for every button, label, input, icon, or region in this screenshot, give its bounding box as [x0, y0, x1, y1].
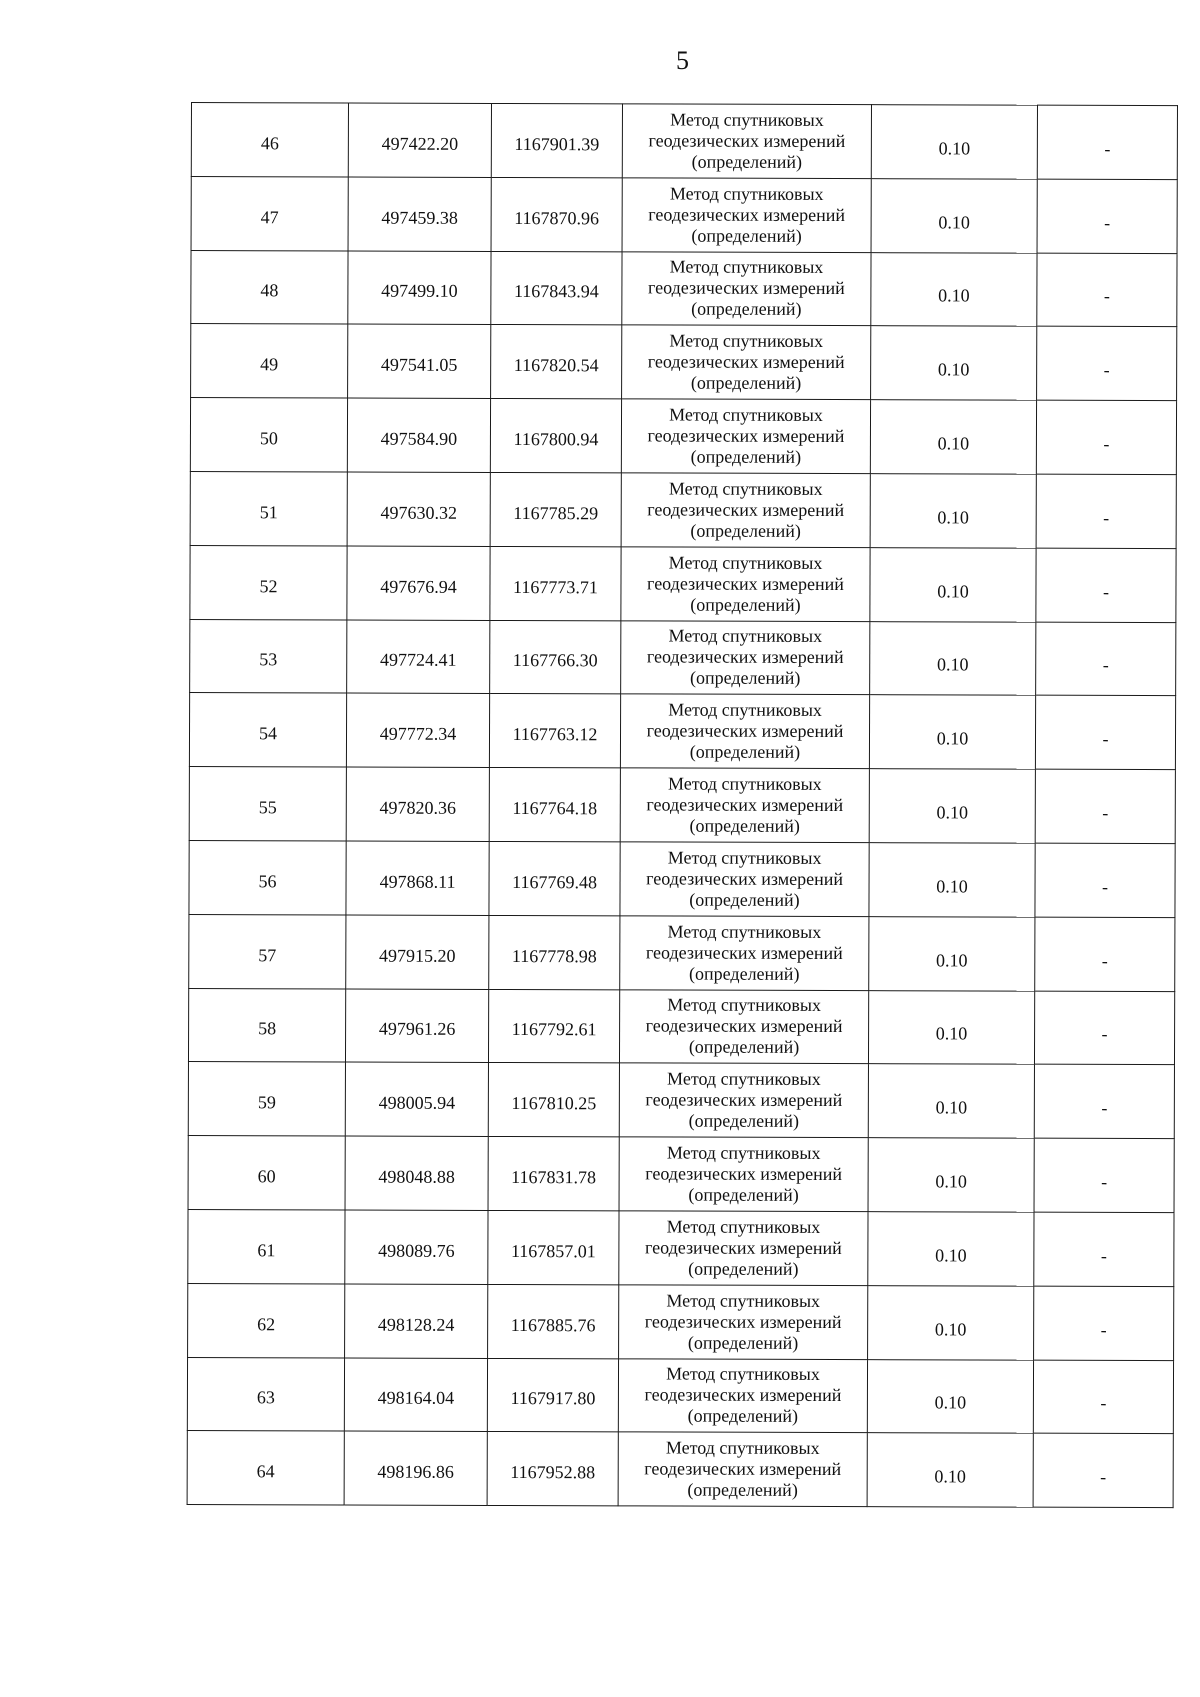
accuracy-cell [869, 843, 1035, 917]
y-coordinate-cell-text: 1167773.71 [513, 576, 598, 597]
x-coordinate-cell-text: 498048.88 [378, 1166, 455, 1187]
note-cell-text: - [1100, 1467, 1107, 1488]
x-coordinate-cell [347, 546, 490, 620]
y-coordinate-cell [487, 1358, 618, 1432]
x-coordinate-cell-text: 498196.86 [377, 1461, 454, 1483]
y-coordinate-cell [488, 1284, 619, 1358]
point-number-cell-text: 59 [257, 1092, 276, 1113]
point-number-cell [190, 619, 347, 693]
note-cell-text: - [1103, 360, 1110, 381]
y-coordinate-cell-text: 1167843.94 [513, 281, 599, 302]
point-number-cell [189, 767, 346, 841]
table-row [188, 1136, 1174, 1213]
method-cell-text: Метод спутниковых геодезических измерений (определений) [647, 552, 844, 615]
accuracy-cell-text: 0.10 [936, 876, 968, 897]
method-cell [619, 1063, 868, 1138]
point-number-cell [189, 693, 346, 767]
point-number-cell-text: 63 [256, 1387, 275, 1408]
note-cell-text: - [1101, 1098, 1108, 1119]
y-coordinate-cell [491, 177, 622, 251]
method-cell-text: Метод спутниковых геодезических измерений (определений) [645, 1068, 843, 1132]
x-coordinate-cell-text: 498089.76 [378, 1240, 455, 1261]
x-coordinate-cell [347, 620, 490, 694]
method-cell [622, 104, 871, 179]
note-cell [1035, 917, 1175, 991]
method-cell [621, 620, 870, 695]
note-cell [1035, 843, 1175, 917]
note-cell [1037, 327, 1177, 401]
note-cell [1034, 1212, 1174, 1286]
method-cell [619, 1137, 868, 1212]
note-cell [1037, 179, 1177, 253]
point-number-cell [191, 103, 348, 177]
method-cell [621, 473, 870, 548]
x-coordinate-cell-text: 497499.10 [381, 281, 458, 302]
accuracy-cell-text: 0.10 [937, 359, 970, 380]
page-number: 5 [676, 46, 689, 75]
accuracy-cell-text: 0.10 [936, 654, 969, 675]
point-number-cell-text: 55 [258, 797, 277, 818]
x-coordinate-cell-text: 497630.32 [380, 502, 457, 523]
y-coordinate-cell-text: 1167870.96 [514, 207, 600, 228]
accuracy-cell [868, 1212, 1034, 1286]
note-cell [1037, 105, 1177, 179]
accuracy-cell-text: 0.10 [934, 1466, 966, 1487]
point-number-cell [187, 1357, 344, 1431]
method-cell-text: Метод спутниковых геодезических измерений (определений) [647, 478, 845, 541]
table-row [190, 545, 1176, 622]
accuracy-cell-text: 0.10 [935, 1171, 967, 1192]
note-cell-text: - [1101, 1024, 1108, 1045]
note-cell [1034, 991, 1174, 1065]
method-cell [622, 251, 871, 326]
note-cell-text: - [1102, 581, 1109, 602]
table-row [191, 103, 1177, 180]
note-cell [1033, 1360, 1173, 1434]
y-coordinate-cell-text: 1167820.54 [513, 355, 599, 376]
method-cell [619, 989, 868, 1064]
table-row [187, 1357, 1173, 1434]
x-coordinate-cell [345, 1210, 488, 1284]
point-number-cell-text: 61 [257, 1240, 276, 1261]
method-cell-text: Метод спутниковых геодезических измерений (определений) [644, 1437, 842, 1501]
accuracy-cell [867, 1359, 1033, 1433]
accuracy-cell [869, 916, 1035, 990]
table-row [189, 840, 1175, 917]
point-number-cell-text: 62 [257, 1313, 276, 1334]
accuracy-cell [868, 1138, 1034, 1212]
point-number-cell [188, 1209, 345, 1283]
x-coordinate-cell-text: 497541.05 [380, 354, 458, 376]
coordinates-table [187, 102, 1178, 1508]
x-coordinate-cell [345, 1062, 488, 1136]
x-coordinate-cell-text: 497820.36 [379, 797, 457, 818]
note-cell-text: - [1100, 1245, 1107, 1266]
point-number-cell-text: 57 [258, 944, 277, 965]
table-row [188, 988, 1174, 1065]
accuracy-cell [870, 547, 1036, 621]
point-number-cell [188, 1062, 345, 1136]
point-number-cell-text: 64 [256, 1461, 275, 1482]
accuracy-cell-text: 0.10 [938, 212, 970, 233]
coordinates-table-container [187, 102, 1171, 1508]
y-coordinate-cell-text: 1167766.30 [512, 650, 598, 671]
y-coordinate-cell [490, 399, 621, 473]
table-row [190, 619, 1176, 696]
note-cell-text: - [1102, 655, 1109, 676]
x-coordinate-cell [345, 1136, 488, 1210]
point-number-cell [190, 398, 347, 472]
point-number-cell [188, 1136, 345, 1210]
point-number-cell-text: 52 [259, 575, 278, 596]
note-cell-text: - [1104, 138, 1111, 159]
method-cell [621, 399, 870, 474]
note-cell [1037, 253, 1177, 327]
accuracy-cell [871, 252, 1037, 326]
point-number-cell [191, 324, 348, 398]
point-number-cell-text: 47 [260, 206, 279, 227]
x-coordinate-cell-text: 498005.94 [378, 1092, 456, 1114]
accuracy-cell-text: 0.10 [935, 1245, 967, 1266]
y-coordinate-cell-text: 1167901.39 [514, 133, 600, 155]
accuracy-cell-text: 0.10 [936, 728, 969, 749]
note-cell [1035, 769, 1175, 843]
method-cell-text: Метод спутниковых геодезических измерений (определений) [647, 256, 845, 320]
x-coordinate-cell-text: 497961.26 [378, 1019, 456, 1040]
y-coordinate-cell [488, 989, 619, 1063]
x-coordinate-cell [346, 915, 489, 989]
note-cell-text: - [1103, 286, 1110, 307]
y-coordinate-cell-text: 1167800.94 [513, 429, 599, 450]
table-row [188, 1209, 1174, 1286]
note-cell-text: - [1103, 433, 1110, 454]
y-coordinate-cell [489, 915, 620, 989]
y-coordinate-cell-text: 1167778.98 [511, 945, 597, 966]
y-coordinate-cell [488, 1210, 619, 1284]
point-number-cell-text: 54 [258, 723, 278, 744]
point-number-cell-text: 53 [259, 649, 278, 670]
table-row [189, 767, 1175, 844]
x-coordinate-cell-text: 497868.11 [379, 871, 456, 892]
method-cell-text: Метод спутниковых геодезических измерений (определений) [646, 847, 844, 910]
y-coordinate-cell-text: 1167810.25 [511, 1093, 597, 1114]
x-coordinate-cell [348, 177, 491, 251]
x-coordinate-cell-text: 498164.04 [377, 1388, 455, 1409]
note-cell-text: - [1102, 876, 1109, 897]
accuracy-cell [870, 474, 1036, 548]
method-cell-text: Метод спутниковых геодезических измерений (определений) [648, 109, 846, 172]
x-coordinate-cell [346, 693, 489, 767]
point-number-cell-text: 58 [258, 1018, 277, 1039]
accuracy-cell-text: 0.10 [935, 1097, 968, 1118]
accuracy-cell [868, 1064, 1034, 1138]
method-cell [618, 1432, 867, 1507]
accuracy-cell-text: 0.10 [936, 802, 969, 823]
y-coordinate-cell-text: 1167785.29 [513, 502, 599, 524]
method-cell [622, 325, 871, 400]
accuracy-cell [867, 1433, 1033, 1507]
accuracy-cell [869, 769, 1035, 843]
method-cell-text: Метод спутниковых геодезических измерений (определений) [647, 330, 845, 394]
table-row [189, 693, 1175, 770]
y-coordinate-cell [491, 251, 622, 325]
point-number-cell [189, 914, 346, 988]
y-coordinate-cell-text: 1167857.01 [510, 1240, 596, 1262]
point-number-cell-text: 46 [260, 133, 279, 154]
accuracy-cell-text: 0.10 [937, 507, 969, 528]
y-coordinate-cell-text: 1167764.18 [512, 798, 598, 819]
note-cell [1035, 696, 1175, 770]
accuracy-cell-text: 0.10 [934, 1392, 967, 1413]
point-number-cell-text: 51 [259, 502, 278, 523]
y-coordinate-cell [487, 1432, 618, 1506]
table-row [188, 1283, 1174, 1360]
x-coordinate-cell-text: 497584.90 [380, 428, 458, 449]
y-coordinate-cell [491, 325, 622, 399]
x-coordinate-cell [347, 398, 490, 472]
method-cell-text: Метод спутниковых геодезических измерений (определений) [646, 625, 844, 689]
note-cell [1036, 548, 1176, 622]
point-number-cell [190, 471, 347, 545]
y-coordinate-cell-text: 1167952.88 [510, 1462, 596, 1483]
table-row [189, 914, 1175, 991]
note-cell [1036, 622, 1176, 696]
note-cell [1034, 1138, 1174, 1212]
x-coordinate-cell [347, 472, 490, 546]
point-number-cell [191, 250, 348, 324]
x-coordinate-cell-text: 497676.94 [380, 576, 457, 597]
x-coordinate-cell-text: 498128.24 [377, 1314, 455, 1335]
method-cell [619, 1285, 868, 1360]
x-coordinate-cell [346, 767, 489, 841]
table-row [190, 471, 1176, 548]
x-coordinate-cell [346, 841, 489, 915]
y-coordinate-cell [489, 694, 620, 768]
point-number-cell [191, 176, 348, 250]
note-cell [1036, 400, 1176, 474]
x-coordinate-cell-text: 497459.38 [381, 207, 458, 228]
accuracy-cell [869, 695, 1035, 769]
x-coordinate-cell [348, 251, 491, 325]
note-cell-text: - [1104, 212, 1111, 233]
point-number-cell-text: 49 [260, 354, 279, 375]
table-row [191, 250, 1177, 327]
method-cell-text: Метод спутниковых геодезических измерений (определений) [644, 1363, 842, 1427]
method-cell [620, 768, 869, 843]
x-coordinate-cell [345, 1284, 488, 1358]
accuracy-cell [870, 621, 1036, 695]
y-coordinate-cell-text: 1167769.48 [512, 871, 598, 893]
point-number-cell [188, 988, 345, 1062]
method-cell-text: Метод спутниковых геодезических измерений (определений) [647, 404, 845, 467]
x-coordinate-cell-text: 497772.34 [379, 723, 457, 745]
x-coordinate-cell [344, 1431, 487, 1505]
note-cell [1034, 1286, 1174, 1360]
accuracy-cell [871, 326, 1037, 400]
accuracy-cell-text: 0.10 [938, 138, 971, 159]
y-coordinate-cell-text: 1167885.76 [510, 1314, 596, 1335]
table-row [191, 324, 1177, 401]
accuracy-cell [871, 178, 1037, 252]
method-cell [620, 916, 869, 991]
accuracy-cell [868, 1285, 1034, 1359]
y-coordinate-cell-text: 1167917.80 [510, 1388, 596, 1409]
method-cell-text: Метод спутниковых геодезических измерений (определений) [646, 773, 844, 836]
accuracy-cell-text: 0.10 [936, 950, 968, 971]
note-cell-text: - [1103, 507, 1110, 528]
y-coordinate-cell-text: 1167792.61 [511, 1019, 597, 1040]
method-cell [620, 842, 869, 917]
accuracy-cell [868, 990, 1034, 1064]
method-cell-text: Метод спутниковых геодезических измерений (определений) [645, 994, 843, 1058]
method-cell-text: Метод спутниковых геодезических измерений (определений) [648, 183, 846, 246]
point-number-cell [189, 840, 346, 914]
point-number-cell-text: 50 [259, 428, 278, 449]
method-cell-text: Метод спутниковых геодезических измерений (определений) [646, 699, 844, 763]
y-coordinate-cell [489, 768, 620, 842]
table-row [188, 1062, 1174, 1139]
note-cell-text: - [1102, 802, 1109, 823]
y-coordinate-cell [488, 1137, 619, 1211]
x-coordinate-cell [344, 1358, 487, 1432]
y-coordinate-cell-text: 1167763.12 [512, 724, 598, 745]
accuracy-cell-text: 0.10 [937, 581, 969, 602]
x-coordinate-cell-text: 497422.20 [381, 133, 459, 154]
note-cell-text: - [1100, 1319, 1107, 1340]
y-coordinate-cell-text: 1167831.78 [511, 1167, 597, 1188]
method-cell-text: Метод спутниковых геодезических измерений (определений) [645, 1142, 843, 1205]
table-row [191, 176, 1177, 253]
accuracy-cell-text: 0.10 [937, 433, 970, 454]
y-coordinate-cell [490, 620, 621, 694]
y-coordinate-cell [488, 1063, 619, 1137]
note-cell-text: - [1101, 950, 1108, 971]
method-cell-text: Метод спутниковых геодезических измерений (определений) [645, 921, 843, 984]
table-row [187, 1431, 1173, 1508]
x-coordinate-cell [348, 324, 491, 398]
method-cell [618, 1358, 867, 1433]
method-cell-text: Метод спутниковых геодезических измерений (определений) [644, 1216, 842, 1279]
accuracy-cell-text: 0.10 [934, 1318, 967, 1340]
note-cell [1036, 474, 1176, 548]
x-coordinate-cell [348, 103, 491, 177]
coordinates-table-body [187, 103, 1177, 1508]
method-cell [619, 1211, 868, 1286]
method-cell [620, 694, 869, 769]
point-number-cell [187, 1431, 344, 1505]
method-cell-text: Метод спутниковых геодезических измерений (определений) [644, 1290, 842, 1353]
y-coordinate-cell [490, 472, 621, 546]
x-coordinate-cell [345, 989, 488, 1063]
accuracy-cell-text: 0.10 [938, 285, 970, 306]
note-cell [1033, 1433, 1173, 1507]
method-cell [621, 547, 870, 622]
point-number-cell [188, 1283, 345, 1357]
y-coordinate-cell [490, 546, 621, 620]
point-number-cell-text: 48 [260, 280, 279, 301]
method-cell [622, 178, 871, 253]
accuracy-cell [871, 105, 1037, 179]
point-number-cell-text: 56 [258, 871, 277, 892]
point-number-cell-text: 60 [257, 1166, 276, 1187]
note-cell [1034, 1065, 1174, 1139]
note-cell-text: - [1100, 1393, 1107, 1414]
accuracy-cell-text: 0.10 [935, 1023, 968, 1044]
x-coordinate-cell-text: 497915.20 [379, 945, 456, 966]
x-coordinate-cell-text: 497724.41 [379, 650, 457, 671]
y-coordinate-cell [489, 841, 620, 915]
table-row [190, 398, 1176, 475]
note-cell-text: - [1102, 729, 1109, 750]
accuracy-cell [870, 400, 1036, 474]
note-cell-text: - [1101, 1171, 1108, 1192]
point-number-cell [190, 545, 347, 619]
y-coordinate-cell [491, 103, 622, 177]
